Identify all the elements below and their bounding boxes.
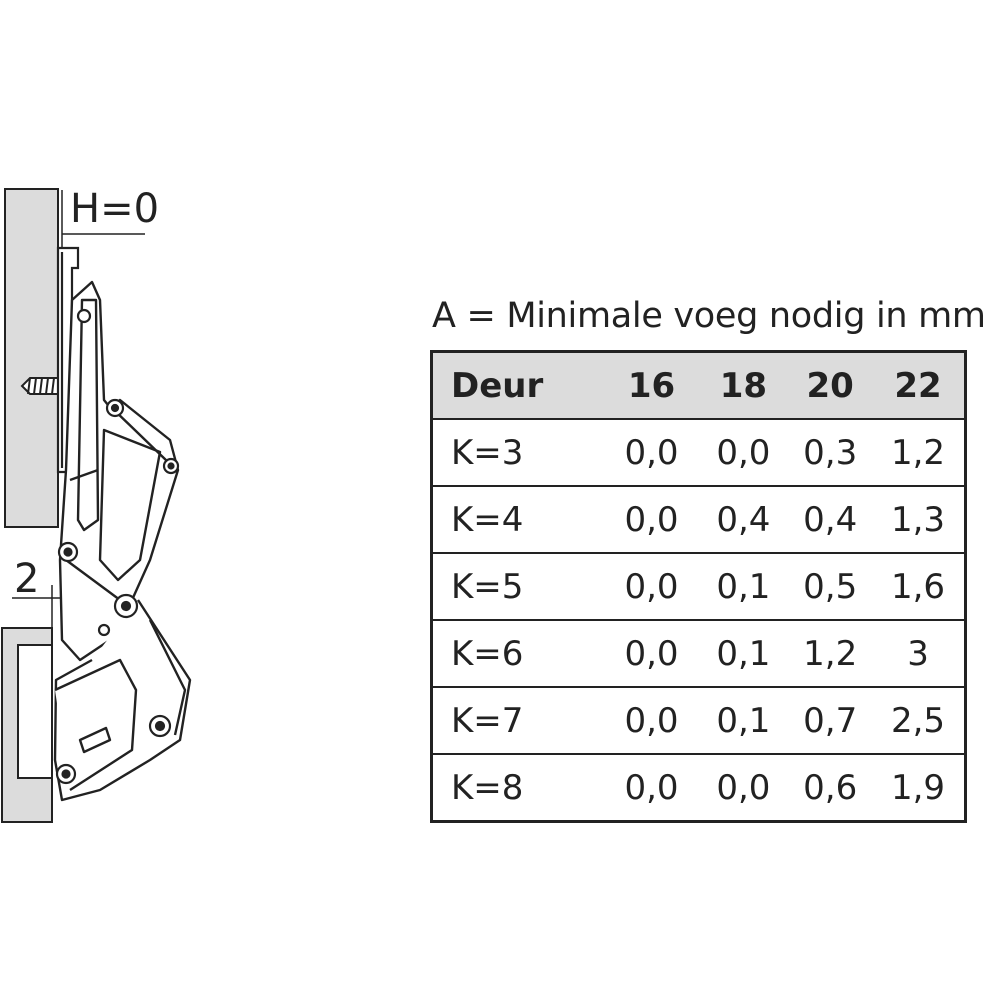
cell-value: 1,2 bbox=[803, 633, 858, 674]
row-label: K=7 bbox=[451, 700, 524, 741]
header-col-22: 22 bbox=[894, 365, 942, 406]
mounting-screw bbox=[22, 378, 58, 394]
cell-value: 0,0 bbox=[624, 432, 679, 473]
cell-value: 0,0 bbox=[624, 499, 679, 540]
row-label: K=4 bbox=[451, 499, 524, 540]
door-panel-cup-recess bbox=[18, 645, 52, 778]
cell-value: 0,0 bbox=[716, 432, 771, 473]
cell-value: 0,0 bbox=[624, 633, 679, 674]
header-door-label: Deur bbox=[451, 365, 544, 406]
cell-value: 0,0 bbox=[624, 767, 679, 808]
table-row bbox=[432, 620, 966, 687]
minimum-gap-table bbox=[430, 350, 967, 823]
row-label: K=8 bbox=[451, 767, 524, 808]
cell-value: 0,1 bbox=[716, 633, 771, 674]
cell-value: 0,4 bbox=[716, 499, 771, 540]
table-row bbox=[432, 754, 966, 822]
table-row bbox=[432, 419, 966, 486]
cell-value: 1,3 bbox=[890, 499, 946, 540]
cell-value: 1,2 bbox=[890, 432, 946, 473]
table-caption: A = Minimale voeg nodig in mm bbox=[432, 296, 986, 336]
cell-value: 0,1 bbox=[716, 700, 771, 741]
cell-value: 0,3 bbox=[803, 432, 858, 473]
table-row bbox=[432, 486, 966, 553]
cabinet-side-panel bbox=[5, 189, 58, 527]
cell-value: 1,9 bbox=[890, 767, 946, 808]
table-row bbox=[432, 687, 966, 754]
header-col-20: 20 bbox=[806, 365, 854, 406]
table-row bbox=[432, 553, 966, 620]
row-label: K=6 bbox=[451, 633, 524, 674]
cell-value: 0,7 bbox=[803, 700, 858, 741]
cell-value: 0,0 bbox=[624, 700, 679, 741]
cell-value: 3 bbox=[907, 633, 929, 674]
header-col-18: 18 bbox=[719, 365, 768, 406]
cell-value: 0,0 bbox=[624, 566, 679, 607]
cell-value: 0,6 bbox=[803, 767, 858, 808]
cell-value: 0,4 bbox=[803, 499, 858, 540]
cell-value: 0,5 bbox=[803, 566, 858, 607]
cell-value: 1,6 bbox=[890, 566, 946, 607]
gap-dimension-label: 2 bbox=[14, 556, 40, 602]
row-label: K=5 bbox=[451, 566, 524, 607]
cell-value: 2,5 bbox=[890, 700, 946, 741]
header-col-16: 16 bbox=[627, 365, 676, 406]
cell-value: 0,1 bbox=[716, 566, 771, 607]
table-header-row bbox=[432, 352, 966, 420]
h-dimension-label: H=0 bbox=[70, 186, 160, 232]
cell-value: 0,0 bbox=[716, 767, 771, 808]
row-label: K=3 bbox=[451, 432, 524, 473]
